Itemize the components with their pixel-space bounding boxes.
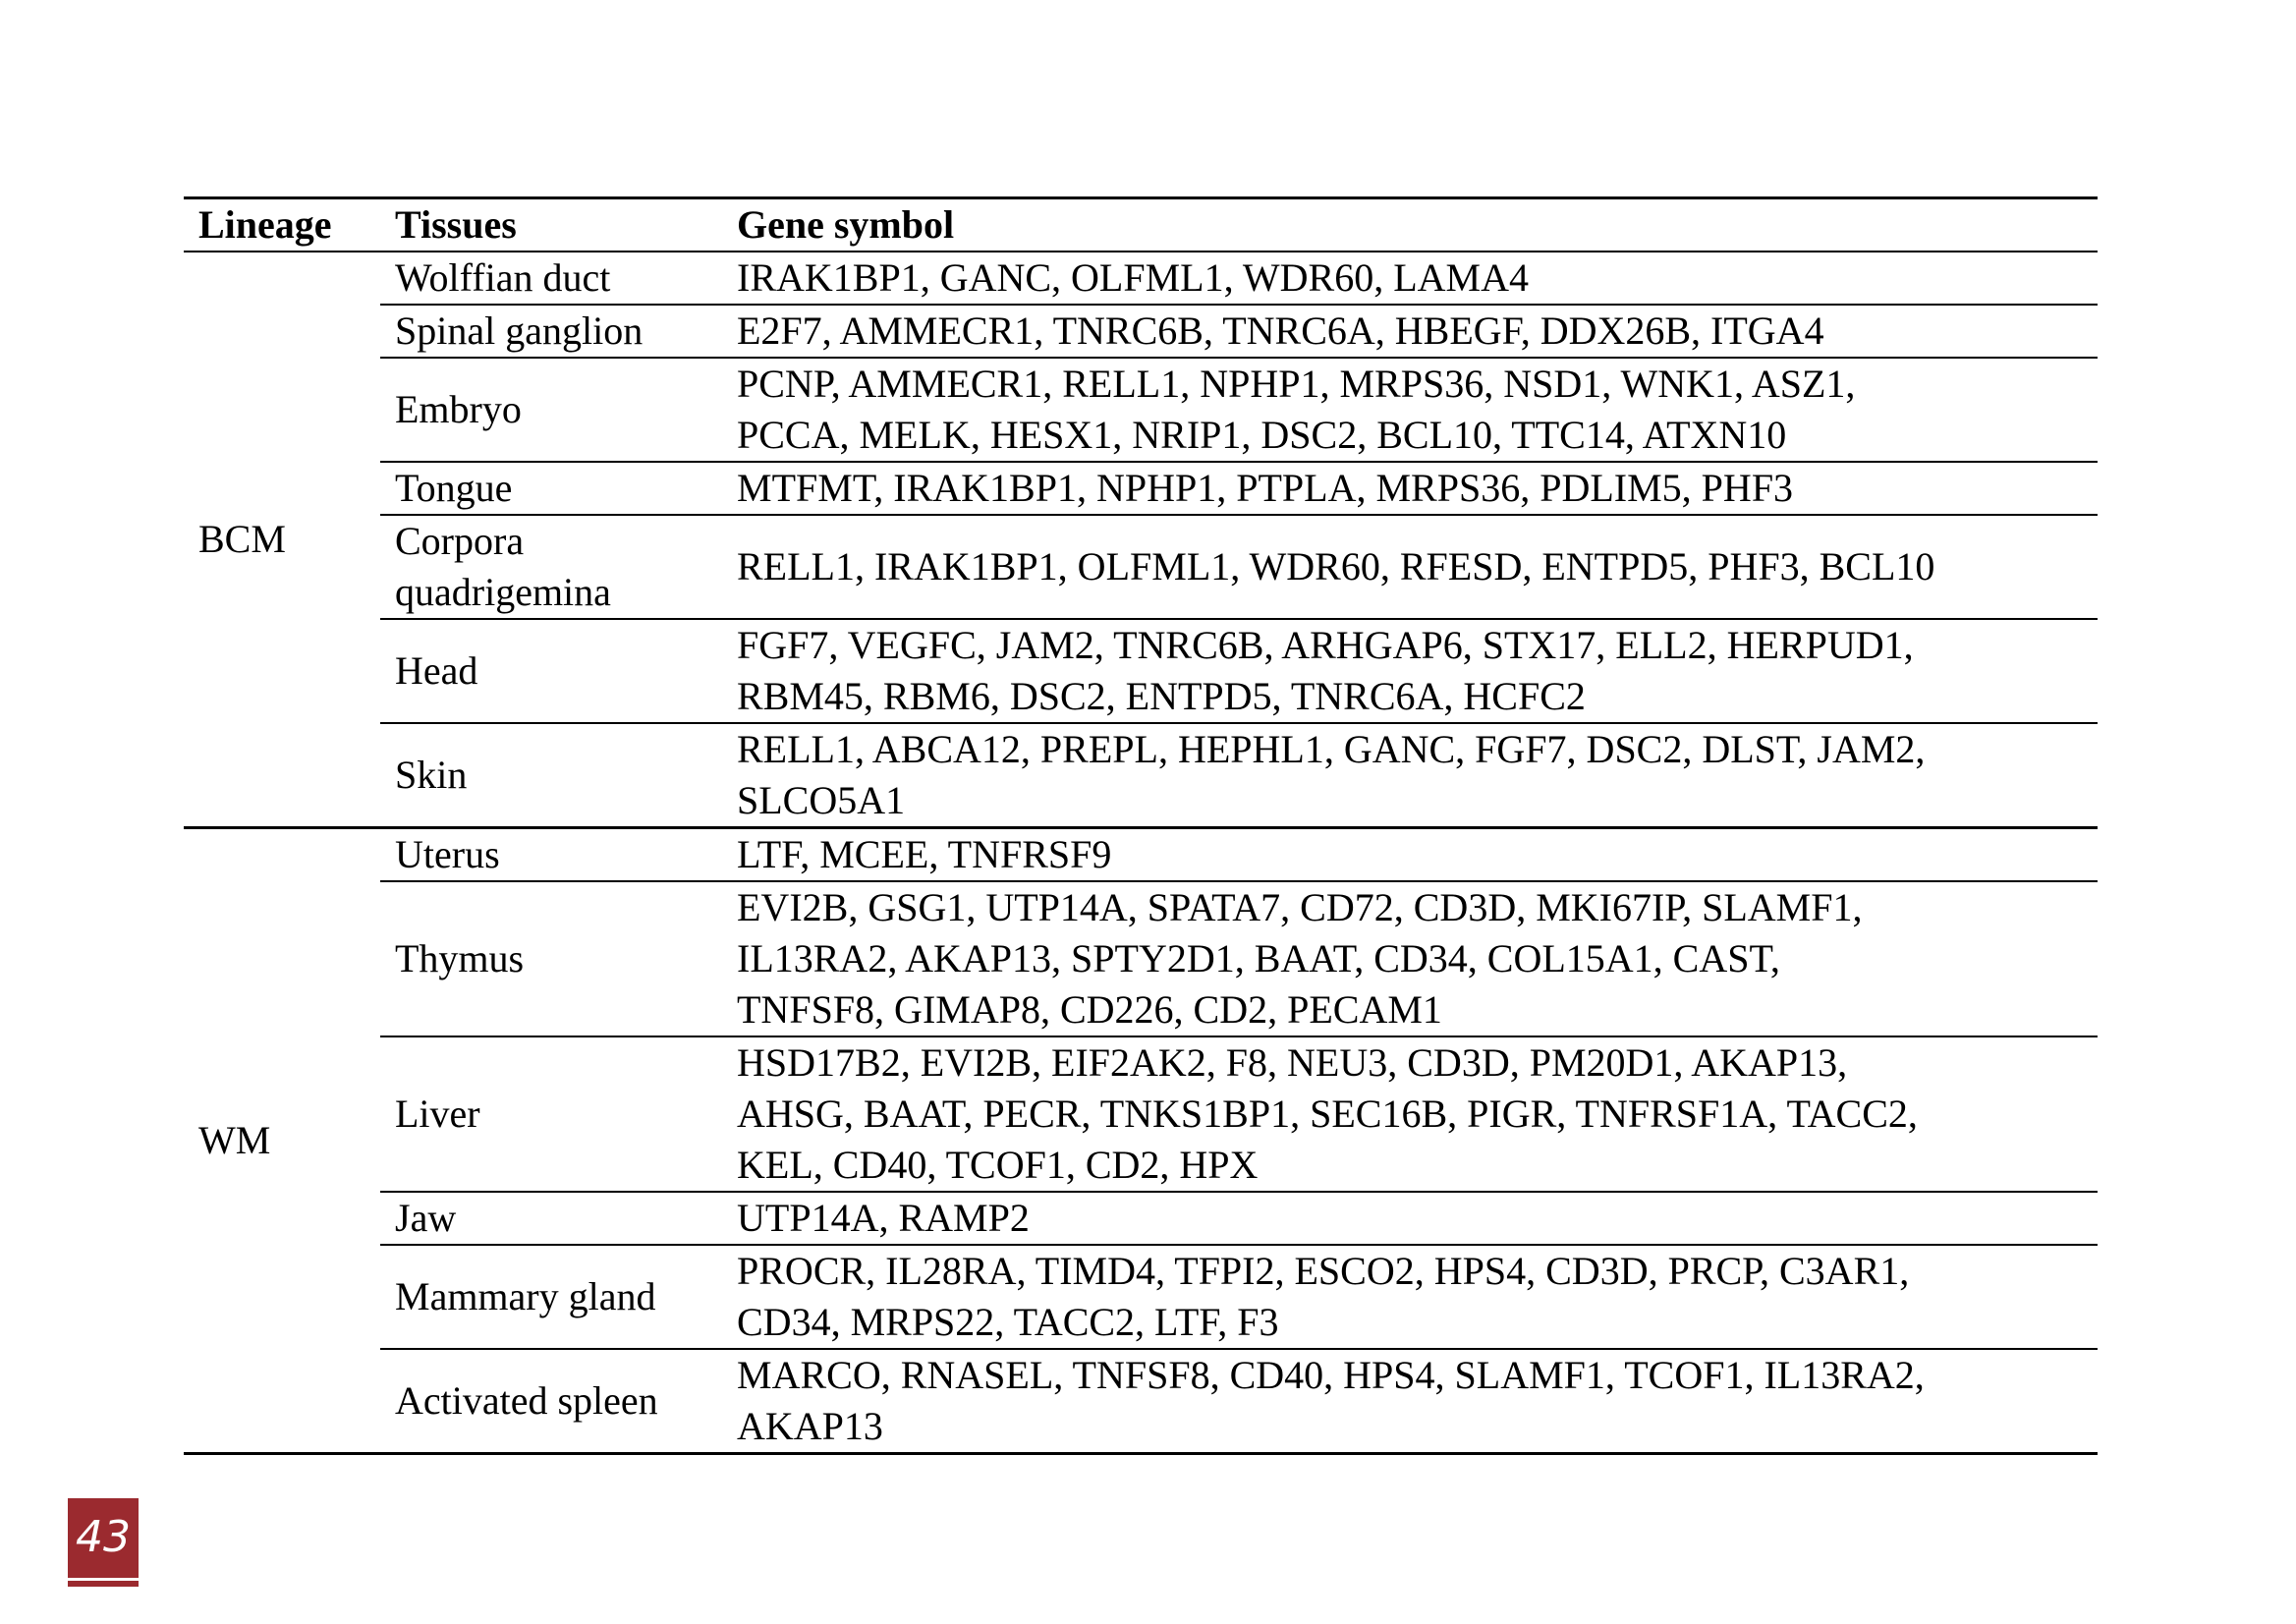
table-row xyxy=(184,1036,2098,1192)
header-tissues: Tissues xyxy=(380,198,722,252)
gene-symbol-line: RELL1, ABCA12, PREPL, HEPHL1, GANC, FGF7, DSC2, DLST, JAM2, xyxy=(737,727,1926,771)
gene-symbol-line: MTFMT, IRAK1BP1, NPHP1, PTPLA, MRPS36, PDLIM5, PHF3 xyxy=(737,466,1794,510)
table-header xyxy=(184,198,2098,252)
table-row xyxy=(184,1245,2098,1349)
table-row xyxy=(184,358,2098,462)
tissue-cell xyxy=(380,252,722,305)
tissue-cell xyxy=(380,462,722,515)
gene-symbol-cell xyxy=(722,723,2098,828)
header-gene-symbol: Gene symbol xyxy=(722,198,2098,252)
tissue-cell xyxy=(380,619,722,723)
gene-symbol-cell xyxy=(722,1192,2098,1245)
tissue-line: Uterus xyxy=(395,832,500,876)
tissue-line: Tongue xyxy=(395,466,513,510)
tissue-line: Spinal ganglion xyxy=(395,308,644,353)
gene-symbol-line: RELL1, IRAK1BP1, OLFML1, WDR60, RFESD, ENTPD5, PHF3, BCL10 xyxy=(737,544,1935,588)
page-number: 43 xyxy=(76,1512,131,1562)
tissue-cell xyxy=(380,828,722,882)
header-row xyxy=(184,198,2098,252)
tissue-line: Head xyxy=(395,648,478,693)
gene-symbol-cell xyxy=(722,1036,2098,1192)
tissue-cell xyxy=(380,1349,722,1454)
lineage-cell: WM xyxy=(184,828,380,1454)
gene-symbol-cell xyxy=(722,358,2098,462)
gene-symbol-line: IL13RA2, AKAP13, SPTY2D1, BAAT, CD34, COL15A1, CAST, xyxy=(737,936,1780,980)
table-row xyxy=(184,723,2098,828)
gene-symbol-cell xyxy=(722,881,2098,1036)
tissue-line: Liver xyxy=(395,1092,480,1136)
gene-symbol-line: SLCO5A1 xyxy=(737,778,906,822)
table-row xyxy=(184,1192,2098,1245)
gene-symbol-line: RBM45, RBM6, DSC2, ENTPD5, TNRC6A, HCFC2 xyxy=(737,674,1586,718)
gene-symbol-line: E2F7, AMMECR1, TNRC6B, TNRC6A, HBEGF, DDX26B, ITGA4 xyxy=(737,308,1824,353)
gene-symbol-cell xyxy=(722,252,2098,305)
tissue-line: Embryo xyxy=(395,387,522,431)
tissue-line: Thymus xyxy=(395,936,525,980)
table-row xyxy=(184,828,2098,882)
tissue-line: Corpora xyxy=(395,519,525,563)
gene-symbol-cell xyxy=(722,462,2098,515)
table-row xyxy=(184,462,2098,515)
gene-symbol-line: MARCO, RNASEL, TNFSF8, CD40, HPS4, SLAMF1, TCOF1, IL13RA2, xyxy=(737,1353,1925,1397)
tissue-cell xyxy=(380,305,722,358)
table-row xyxy=(184,619,2098,723)
gene-symbol-line: IRAK1BP1, GANC, OLFML1, WDR60, LAMA4 xyxy=(737,255,1529,300)
tissue-line: Jaw xyxy=(395,1196,457,1240)
gene-symbol-cell xyxy=(722,1349,2098,1454)
gene-symbol-line: AHSG, BAAT, PECR, TNKS1BP1, SEC16B, PIGR, TNFRSF1A, TACC2, xyxy=(737,1092,1918,1136)
gene-symbol-line: LTF, MCEE, TNFRSF9 xyxy=(737,832,1112,876)
gene-symbol-line: FGF7, VEGFC, JAM2, TNRC6B, ARHGAP6, STX17, ELL2, HERPUD1, xyxy=(737,623,1914,667)
tissue-cell xyxy=(380,1192,722,1245)
gene-symbol-cell xyxy=(722,619,2098,723)
tissue-line: Mammary gland xyxy=(395,1274,656,1318)
table-row xyxy=(184,1349,2098,1454)
gene-symbol-line: TNFSF8, GIMAP8, CD226, CD2, PECAM1 xyxy=(737,987,1442,1032)
tissue-line: quadrigemina xyxy=(395,570,611,614)
tissue-cell xyxy=(380,515,722,619)
gene-symbol-cell xyxy=(722,515,2098,619)
gene-symbol-line: PROCR, IL28RA, TIMD4, TFPI2, ESCO2, HPS4, CD3D, PRCP, C3AR1, xyxy=(737,1249,1910,1293)
gene-symbol-line: PCNP, AMMECR1, RELL1, NPHP1, MRPS36, NSD1, WNK1, ASZ1, xyxy=(737,362,1856,406)
table-row xyxy=(184,305,2098,358)
tissue-cell xyxy=(380,723,722,828)
gene-symbol-cell xyxy=(722,1245,2098,1349)
tissue-line: Activated spleen xyxy=(395,1378,658,1423)
page-number-badge xyxy=(68,1498,139,1587)
gene-symbol-line: KEL, CD40, TCOF1, CD2, HPX xyxy=(737,1143,1259,1187)
tissue-cell xyxy=(380,881,722,1036)
gene-symbol-line: UTP14A, RAMP2 xyxy=(737,1196,1030,1240)
table-row xyxy=(184,515,2098,619)
tissue-cell xyxy=(380,1245,722,1349)
table-row xyxy=(184,881,2098,1036)
gene-symbol-line: EVI2B, GSG1, UTP14A, SPATA7, CD72, CD3D, MKI67IP, SLAMF1, xyxy=(737,885,1863,929)
tissue-cell xyxy=(380,358,722,462)
tissue-line: Skin xyxy=(395,753,468,797)
gene-table xyxy=(184,196,2098,1455)
lineage-cell: BCM xyxy=(184,252,380,828)
gene-symbol-line: CD34, MRPS22, TACC2, LTF, F3 xyxy=(737,1300,1279,1344)
gene-symbol-cell xyxy=(722,305,2098,358)
gene-symbol-line: HSD17B2, EVI2B, EIF2AK2, F8, NEU3, CD3D, PM20D1, AKAP13, xyxy=(737,1040,1848,1085)
page-number-underline xyxy=(68,1578,139,1581)
table-row xyxy=(184,252,2098,305)
tissue-line: Wolffian duct xyxy=(395,255,611,300)
gene-symbol-line: PCCA, MELK, HESX1, NRIP1, DSC2, BCL10, TTC14, ATXN10 xyxy=(737,413,1787,457)
table-body xyxy=(184,252,2098,1454)
header-lineage: Lineage xyxy=(184,198,380,252)
gene-symbol-cell xyxy=(722,828,2098,882)
gene-symbol-line: AKAP13 xyxy=(737,1404,883,1448)
tissue-cell xyxy=(380,1036,722,1192)
